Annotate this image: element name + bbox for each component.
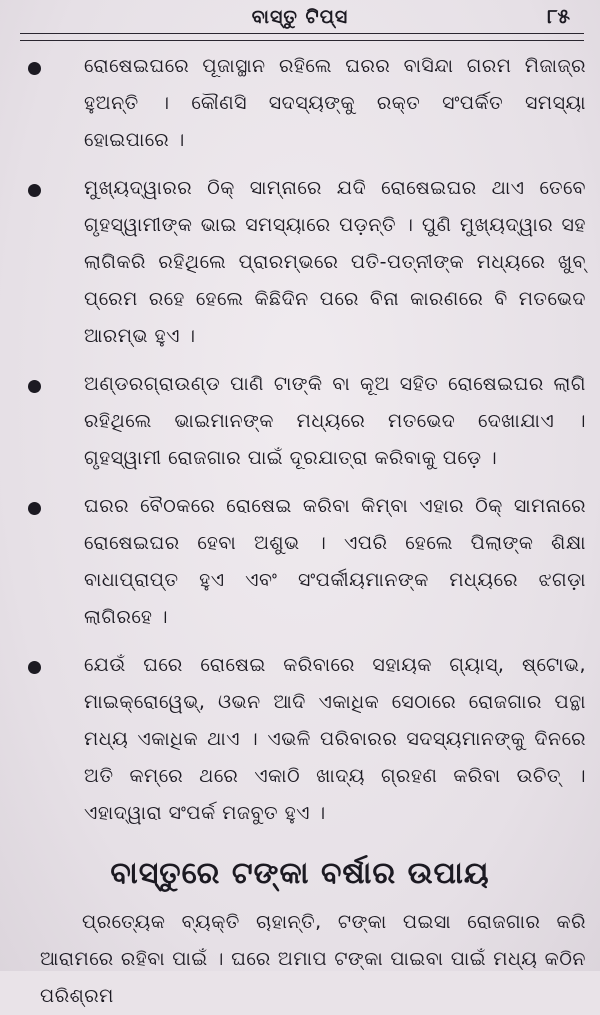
- bullet-icon: [28, 380, 41, 393]
- bullet-icon: [28, 62, 41, 75]
- section-paragraph: ପ୍ରତ୍ୟେକ ବ୍ୟକ୍ତି ଚାହାନ୍ତି, ଟଙ୍କା ପଇସା ରୋଜଗାର କରି ଆରାମରେ ରହିବା ପାଇଁ । ଘରେ ଅମାପ ଟଙ୍କା ପାଇବା ପାଇଁ ମଧ୍ୟ କଠିନ ପରିଶ୍ରମ: [40, 911, 586, 1007]
- bullet-text: ରୋଷେଇଘରେ ପୂଜାସ୍ଥାନ ରହିଲେ ଘରର ବାସିନ୍ଦା ଗରମ ମିଜାଜ୍‌ର ହୁଅନ୍ତି । କୌଣସି ସଦସ୍ୟଙ୍କୁ ରକ୍ତ ସଂପର୍କିତ ସମସ୍ୟା ହୋଇପାରେ ।: [84, 55, 586, 151]
- bullet-item: [84, 647, 586, 832]
- bullet-item: [84, 170, 586, 355]
- bullet-text: ଘରର ବୈଠକରେ ରୋଷେଇ କରିବା କିମ୍ବା ଏହାର ଠିକ୍ ସାମନାରେ ରୋଷେଇଘର ହେବା ଅଶୁଭ । ଏପରି ହେଲେ ପିଲାଙ୍କ ଶିକ୍ଷା ବାଧାପ୍ରାପ୍ତ ହୁଏ ଏବଂ ସଂପର୍କୀୟମାନଙ୍କ ମଧ୍ୟରେ ଝଗଡ଼ା ଲାଗିରହେ ।: [84, 495, 586, 628]
- section-heading: ବାସ୍ତୁରେ ଟଙ୍କା ବର୍ଷାର ଉପାୟ: [110, 856, 490, 891]
- bullet-text: ଯେଉଁ ଘରେ ରୋଷେଇ କରିବାରେ ସହାୟକ ଗ୍ୟାସ୍, ଷ୍ଟୋଭ, ମାଇକ୍ରୋୱେଭ୍, ଓଭନ ଆଦି ଏକାଧିକ ସେଠାରେ ରୋଜଗାର ପନ୍ଥା ମଧ୍ୟ ଏକାଧିକ ଥାଏ । ଏଭଳି ପରିବାରର ସଦସ୍ୟମାନଙ୍କୁ ଦିନରେ ଅତି କମ୍‌ରେ ଥରେ ଏକାଠି ଖାଦ୍ୟ ଗ୍ରହଣ କରିବା ଉଚିତ୍ । ଏହାଦ୍ୱାରା ସଂପର୍କ ମଜବୁତ ହୁଏ ।: [84, 654, 586, 824]
- page-content: [0, 48, 600, 1015]
- bullet-icon: [28, 502, 41, 515]
- header-rule: [20, 33, 584, 41]
- running-title: ବାସ୍ତୁ ଟିପ୍ସ: [251, 6, 349, 28]
- bullet-text: ଅଣ୍ଡରଗ୍ରାଉଣ୍ଡ ପାଣି ଟାଙ୍କି ବା କୂଅ ସହିତ ରୋଷେଇଘର ଲାଗି ରହିଥିଲେ ଭାଇମାନଙ୍କ ମଧ୍ୟରେ ମତଭେଦ ଦେଖାଯାଏ । ଗୃହସ୍ୱାମୀ ରୋଜଗାର ପାଇଁ ଦୂରଯାତ୍ରା କରିବାକୁ ପଡ଼େ ।: [84, 373, 586, 469]
- bullet-icon: [28, 184, 41, 197]
- bullet-icon: [28, 661, 41, 674]
- page-header: [20, 4, 580, 30]
- bullet-text: ମୁଖ୍ୟଦ୍ୱାରର ଠିକ୍ ସାମ୍‌ନାରେ ଯଦି ରୋଷେଇଘର ଥାଏ ତେବେ ଗୃହସ୍ୱାମୀଙ୍କ ଭାଇ ସମସ୍ୟାରେ ପଡ଼ନ୍ତି । ପୁଣି ମୁଖ୍ୟଦ୍ୱାର ସହ ଲାଗିକରି ରହିଥିଲେ ପ୍ରାରମ୍ଭରେ ପତି-ପତ୍ନୀଙ୍କ ମଧ୍ୟରେ ଖୁବ୍ ପ୍ରେମ ରହେ ହେଲେ କିଛିଦିନ ପରେ ବିନା କାରଣରେ ବି ମତଭେଦ ଆରମ୍ଭ ହୁଏ ।: [84, 177, 586, 347]
- page-number: ୮୫: [547, 4, 570, 28]
- bullet-item: [84, 48, 586, 159]
- bullet-item: [84, 488, 586, 636]
- bullet-item: [84, 366, 586, 477]
